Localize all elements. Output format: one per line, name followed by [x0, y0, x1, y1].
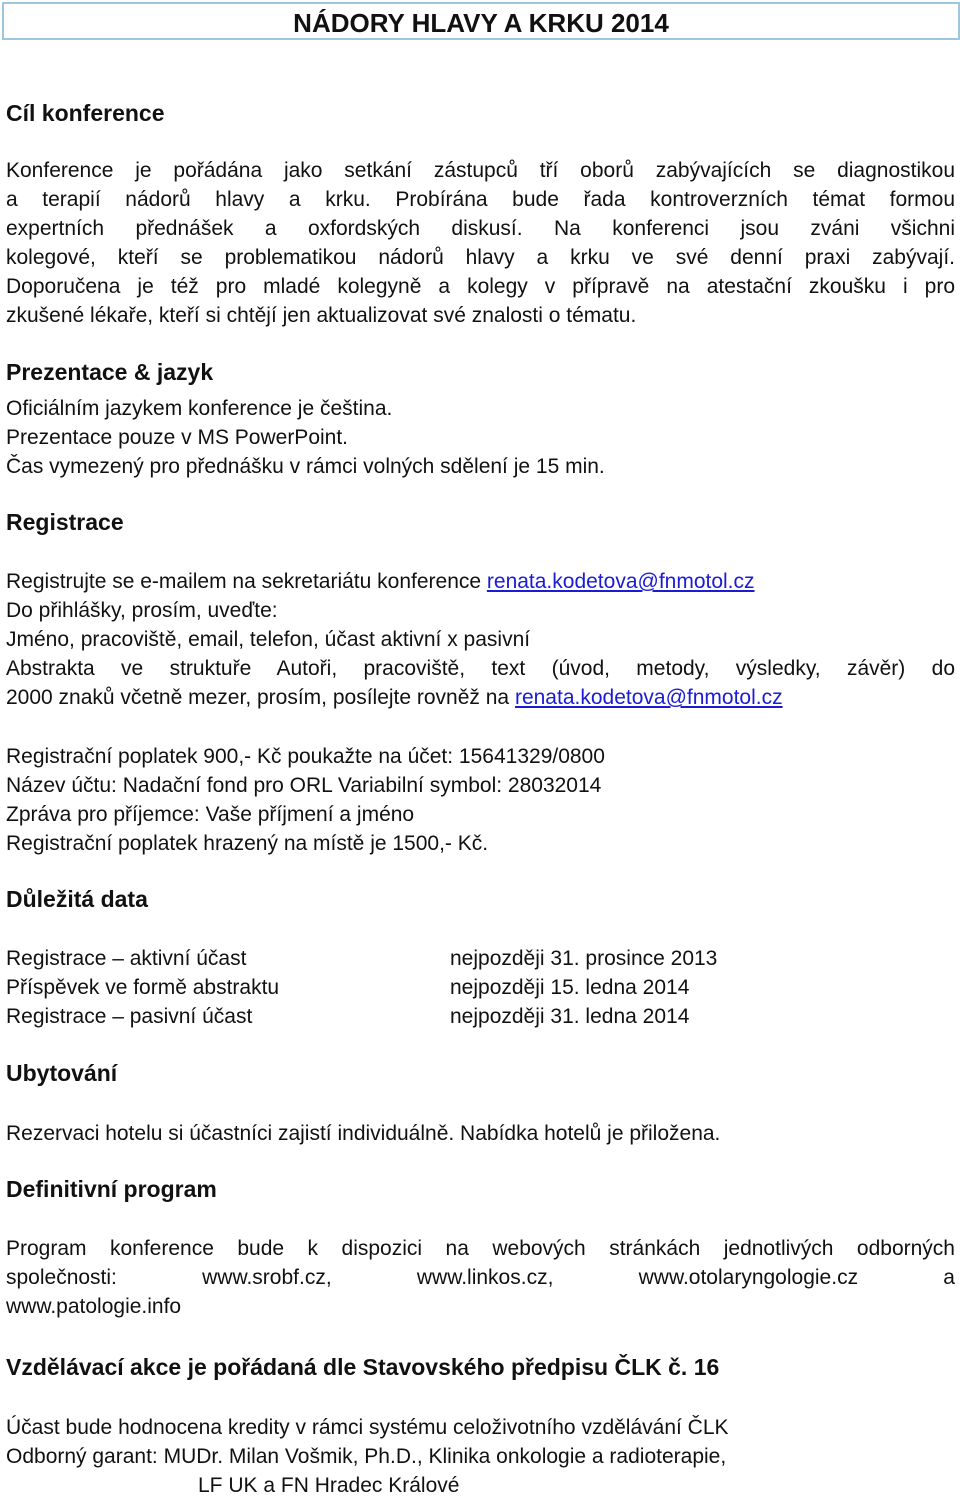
cil-line-4: kolegové, kteří se problematikou nádorů hlavy a krku ve své denní praxi zabývají. — [6, 246, 955, 269]
title-bar — [2, 2, 960, 40]
prezentace-line-2: Prezentace pouze v MS PowerPoint. — [6, 426, 349, 449]
date-row-date-2: nejpozději 15. ledna 2014 — [450, 976, 690, 999]
date-row-label-3: Registrace – pasivní účast — [6, 1005, 253, 1028]
page-title: NÁDORY HLAVY A KRKU 2014 — [293, 8, 669, 38]
registrace-email-link-2[interactable]: renata.kodetova@fnmotol.cz — [514, 686, 783, 709]
date-row-date-1: nejpozději 31. prosince 2013 — [450, 947, 718, 970]
heading-cil: Cíl konference — [6, 100, 165, 126]
registrace-line-2: Do přihlášky, prosím, uveďte: — [6, 599, 278, 622]
fee-line-3: Zpráva pro příjemce: Vaše příjmení a jméno — [6, 803, 415, 826]
heading-data: Důležitá data — [6, 886, 148, 912]
date-row-label-2: Příspěvek ve formě abstraktu — [6, 976, 280, 999]
date-row-date-3: nejpozději 31. ledna 2014 — [450, 1005, 690, 1028]
registrace-line-3: Jméno, pracoviště, email, telefon, účast aktivní x pasivní — [6, 628, 531, 651]
prezentace-line-3: Čas vymezený pro přednášku v rámci volných sdělení je 15 min. — [6, 455, 605, 478]
link-srobf[interactable]: www.srobf.cz, — [202, 1266, 332, 1289]
cil-line-6: zkušené lékaře, kteří si chtějí jen aktualizovat své znalosti o tématu. — [6, 304, 637, 327]
fee-line-2: Název účtu: Nadační fond pro ORL Variabilní symbol: 28032014 — [6, 774, 602, 797]
cil-line-2: a terapií nádorů hlavy a krku. Probírána bude řada kontroverzních témat formou — [6, 188, 955, 211]
date-row-label-1: Registrace – aktivní účast — [6, 947, 247, 970]
prezentace-line-1: Oficiálním jazykem konference je čeština. — [6, 397, 393, 420]
registrace-line-5-text: 2000 znaků včetně mezer, prosím, posílejte rovněž na — [6, 686, 515, 709]
link-linkos[interactable]: www.linkos.cz, — [416, 1266, 554, 1289]
heading-registrace: Registrace — [6, 509, 124, 535]
vzdelavaci-line-1: Účast bude hodnocena kredity v rámci systému celoživotního vzdělávání ČLK — [6, 1416, 729, 1439]
link-otolaryngologie[interactable]: www.otolaryngologie.cz — [638, 1266, 859, 1289]
heading-prezentace: Prezentace & jazyk — [6, 359, 214, 385]
program-line-2 — [6, 1265, 955, 1291]
vzdelavaci-line-2: Odborný garant: MUDr. Milan Vošmik, Ph.D., Klinika onkologie a radioterapie, — [6, 1445, 727, 1468]
fee-line-4: Registrační poplatek hrazený na místě je 1500,- Kč. — [6, 832, 489, 855]
registrace-email-line — [6, 569, 755, 595]
registrace-email-link[interactable]: renata.kodetova@fnmotol.cz — [486, 570, 755, 593]
registrace-line-5 — [6, 685, 783, 711]
program-line-1: Program konference bude k dispozici na webových stránkách jednotlivých odborných — [6, 1237, 955, 1260]
link-patologie[interactable]: www.patologie.info — [6, 1295, 182, 1318]
program-line-2-and: a — [943, 1266, 955, 1289]
heading-ubytovani: Ubytování — [6, 1060, 118, 1086]
cil-line-1: Konference je pořádána jako setkání zástupců tří oborů zabývajících se diagnostikou — [6, 159, 955, 182]
heading-vzdelavaci: Vzdělávací akce je pořádaná dle Stavovského předpisu ČLK č. 16 — [6, 1354, 720, 1380]
program-line-2-label: společnosti: — [6, 1266, 117, 1289]
fee-line-1: Registrační poplatek 900,- Kč poukažte na účet: 15641329/0800 — [6, 745, 605, 768]
heading-program: Definitivní program — [6, 1176, 217, 1202]
registrace-line-4: Abstrakta ve struktuře Autoři, pracoviště, text (úvod, metody, výsledky, závěr) do — [6, 657, 955, 680]
ubytovani-text: Rezervaci hotelu si účastníci zajistí individuálně. Nabídka hotelů je přiložena. — [6, 1122, 721, 1145]
registrace-email-text: Registrujte se e-mailem na sekretariátu konference — [6, 570, 487, 593]
vzdelavaci-line-3: LF UK a FN Hradec Králové — [198, 1474, 460, 1497]
cil-line-5: Doporučena je též pro mladé kolegyně a kolegy v přípravě na atestační zkoušku i pro — [6, 275, 955, 298]
cil-line-3: expertních přednášek a oxfordských diskusí. Na konferenci jsou zváni všichni — [6, 217, 955, 240]
